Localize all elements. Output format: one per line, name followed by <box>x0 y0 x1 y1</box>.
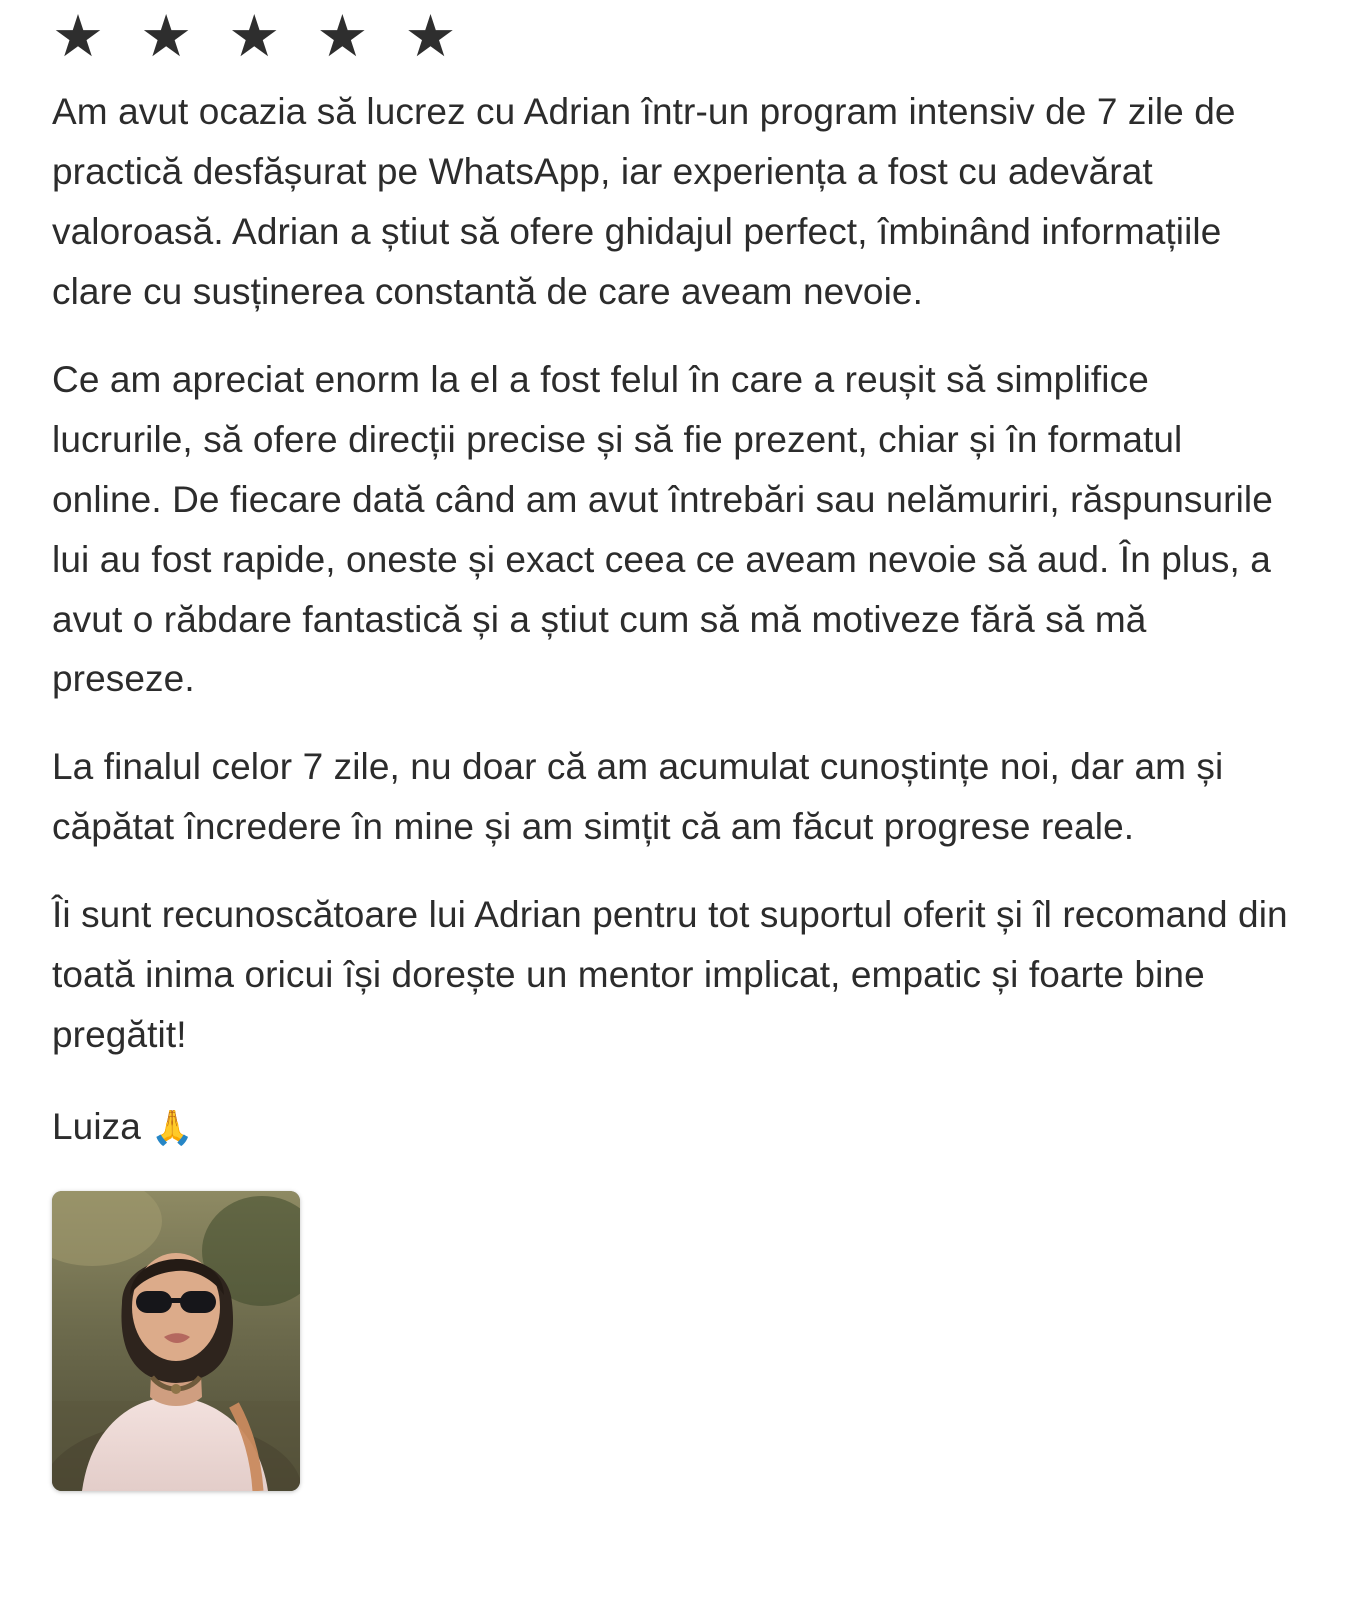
reviewer-photo-graphic <box>52 1191 300 1491</box>
reviewer-photo[interactable] <box>52 1191 300 1491</box>
star-icon: ★ <box>404 4 467 69</box>
reviewer-name: Luiza <box>52 1106 141 1148</box>
star-icon: ★ <box>140 4 203 69</box>
review-body <box>52 82 1294 1157</box>
review-paragraph: Îi sunt recunoscătoare lui Adrian pentru tot suportul oferit și îl recomand din toată inima oricui își dorește un mentor implicat, empatic și foarte bine pregătit! <box>52 894 1288 1056</box>
review-signature <box>52 1097 1294 1157</box>
review-paragraph: Am avut ocazia să lucrez cu Adrian într-un program intensiv de 7 zile de practică desfășurat pe WhatsApp, iar experiența a fost cu adevărat valoroasă. Adrian a știut să ofere ghidajul perfect, îmbinând informațiile clare cu susținerea constantă de care aveam nevoie. <box>52 91 1236 312</box>
star-icon: ★ <box>316 4 379 69</box>
praying-hands-icon: 🙏 <box>151 1108 194 1149</box>
review-paragraph: La finalul celor 7 zile, nu doar că am acumulat cunoștințe noi, dar am și căpătat încredere în mine și am simțit că am făcut progrese reale. <box>52 746 1224 848</box>
star-icon: ★ <box>228 4 291 69</box>
star-icon: ★ <box>52 4 114 69</box>
star-rating <box>52 0 1294 82</box>
review-paragraph: Ce am apreciat enorm la el a fost felul în care a reușit să simplifice lucrurile, să ofere direcții precise și să fie prezent, chiar și în formatul online. De fiecare dată când am avut întrebări sau nelămuriri, răspunsurile lui au fost rapide, oneste și exact ceea ce aveam nevoie să aud. În plus, a avut o răbdare fantastică și a știut cum să mă motiveze fără să mă preseze. <box>52 358 1273 700</box>
attachment-area <box>52 1191 1294 1511</box>
